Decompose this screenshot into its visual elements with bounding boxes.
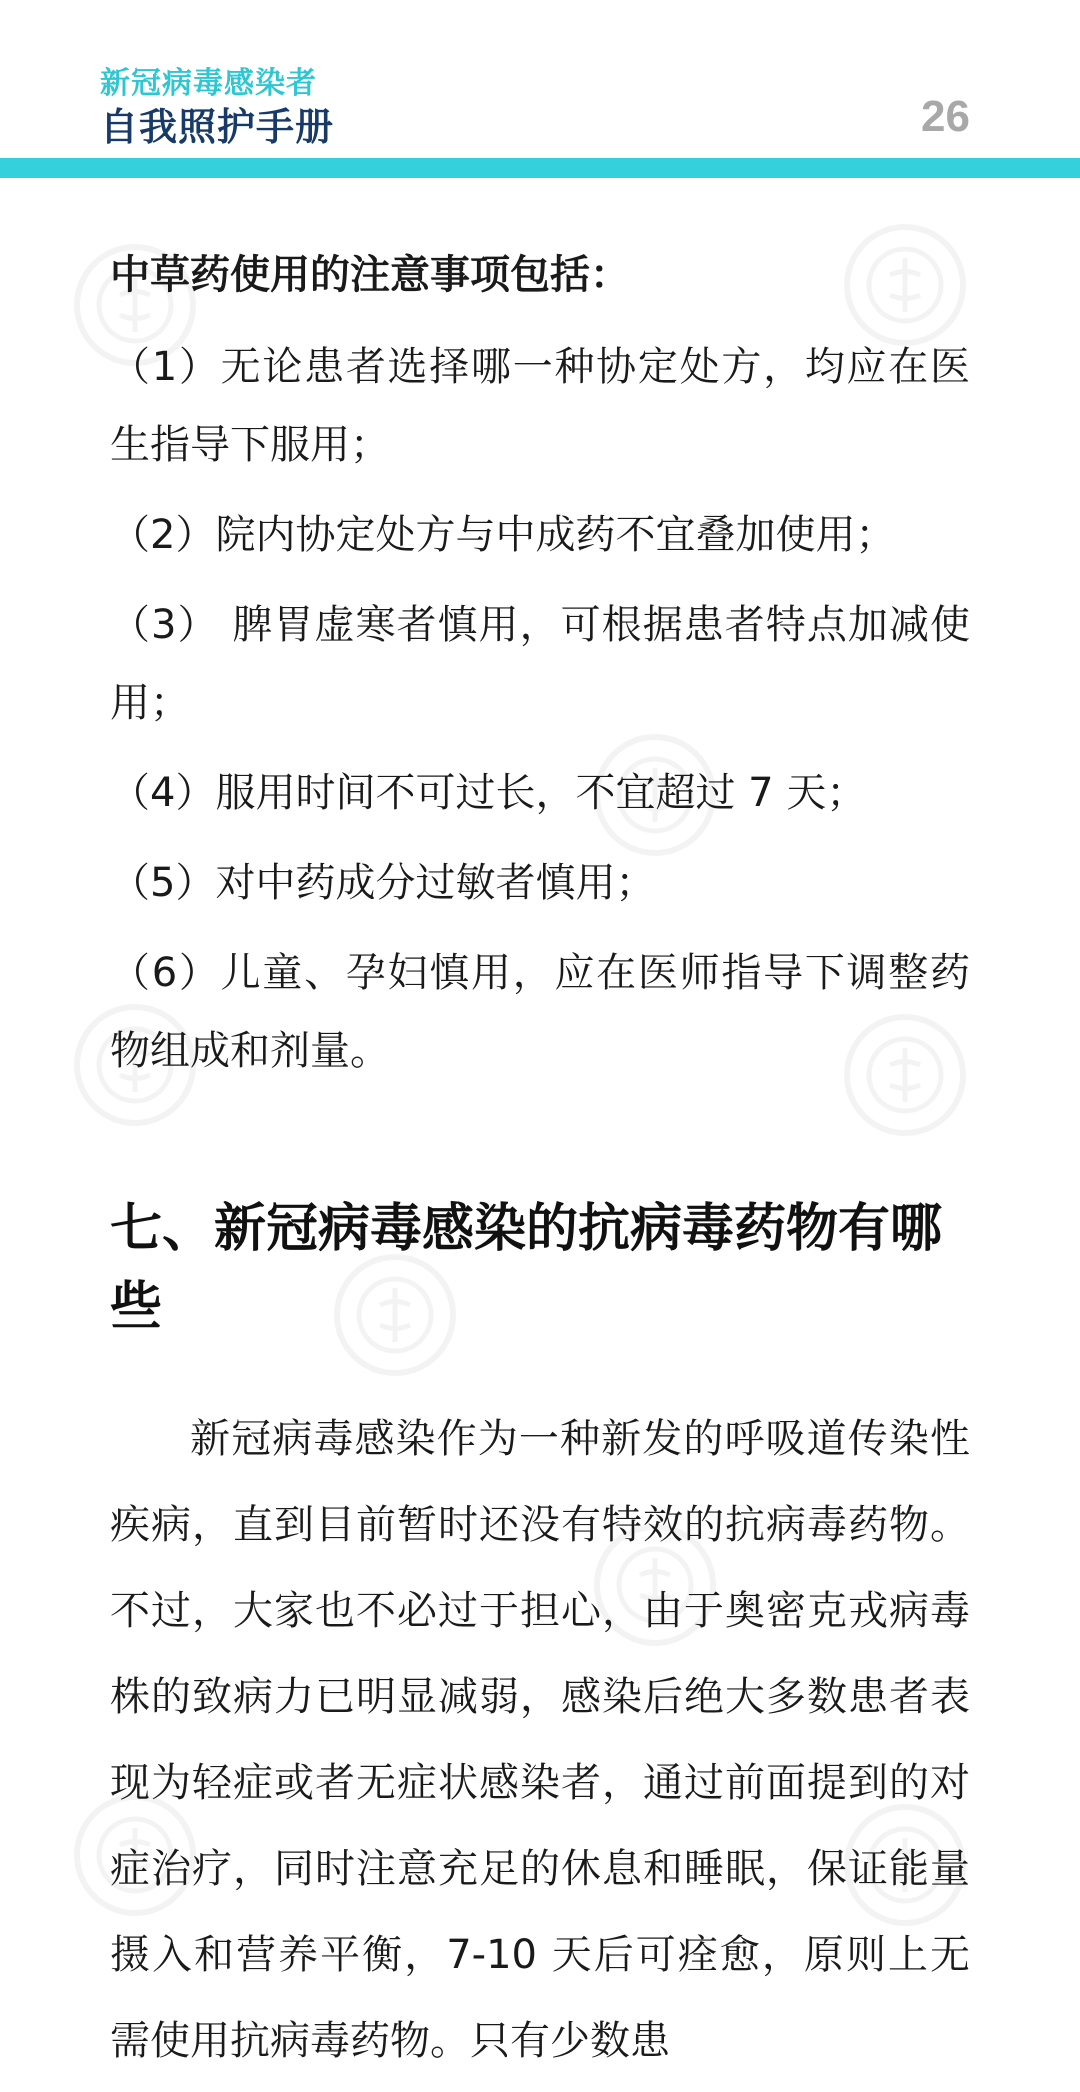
list-item: （1）无论患者选择哪一种协定处方，均应在医生指导下服用； — [110, 344, 970, 468]
list-item: （6）儿童、孕妇慎用，应在医师指导下调整药物组成和剂量。 — [110, 950, 970, 1074]
header-subtitle: 新冠病毒感染者 — [100, 66, 317, 101]
page-number: 26 — [921, 92, 970, 141]
page-content — [110, 240, 970, 2084]
page-header — [0, 0, 1080, 158]
body-paragraph: 新冠病毒感染作为一种新发的呼吸道传染性疾病，直到目前暂时还没有特效的抗病毒药物。不过，大家也不必过于担心，由于奥密克戎病毒株的致病力已明显减弱，感染后绝大多数患者表现为轻症或者无症状感染者，通过前面提到的对症治疗，同时注意充足的休息和睡眠，保证能量摄入和营养平衡，7-10 天后可痊愈，原则上无需使用抗病毒药物。只有少数患 — [110, 1416, 970, 2064]
header-title: 自我照护手册 — [100, 105, 335, 149]
list-item: （2）院内协定处方与中成药不宜叠加使用； — [110, 512, 896, 558]
list-item: （5）对中药成分过敏者慎用； — [110, 860, 656, 906]
precautions-heading: 中草药使用的注意事项包括： — [110, 252, 630, 298]
list-item: （3） 脾胃虚寒者慎用，可根据患者特点加减使用； — [110, 602, 970, 726]
section-title: 七、新冠病毒感染的抗病毒药物有哪些 — [110, 1199, 943, 1337]
list-item: （4）服用时间不可过长，不宜超过 7 天； — [110, 770, 867, 816]
header-accent-bar — [0, 158, 1080, 178]
